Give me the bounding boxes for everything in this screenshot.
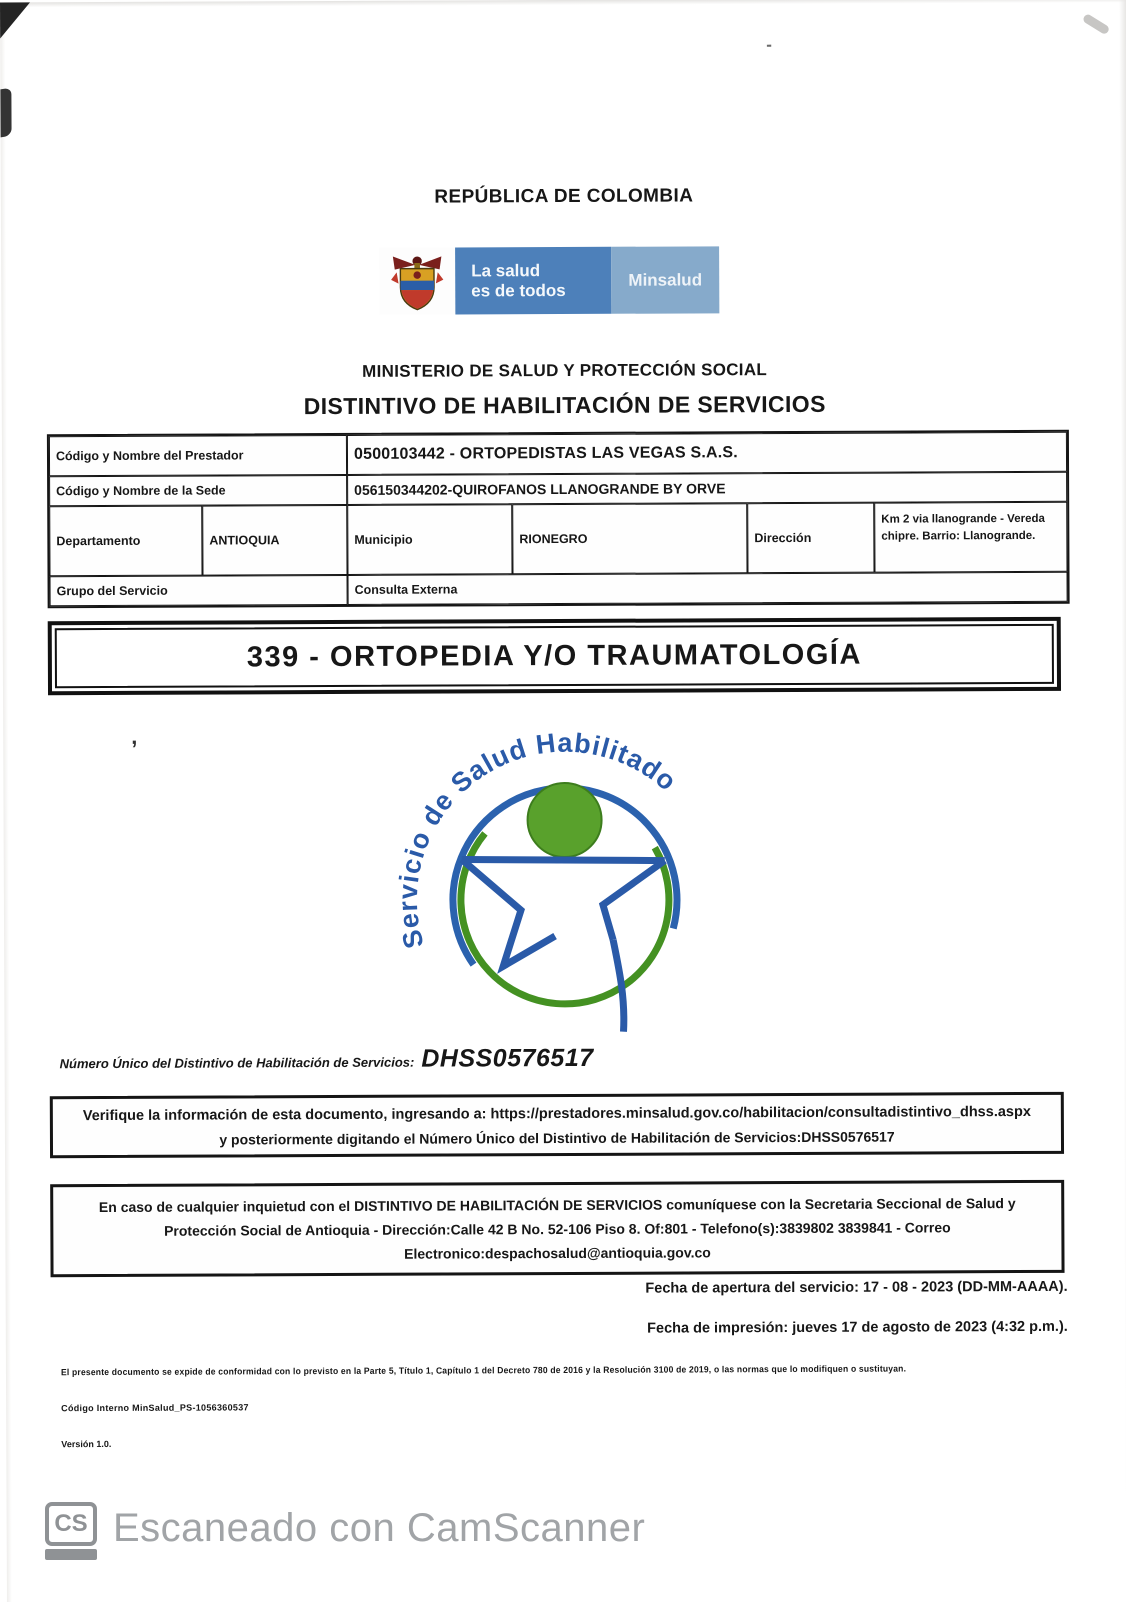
stamp-arc-text: Servicio de Salud Habilitado	[392, 727, 683, 952]
direccion-label: Dirección	[747, 503, 874, 574]
municipio-label: Municipio	[347, 504, 512, 575]
contact-box	[50, 1180, 1064, 1278]
unique-number-value: DHSS0576517	[421, 1043, 594, 1073]
service-banner	[48, 617, 1061, 695]
scan-edge-left	[0, 2, 12, 1602]
scan-edge-top	[0, 0, 1126, 7]
habilitacion-stamp	[386, 707, 743, 1046]
document-title: DISTINTIVO DE HABILITACIÓN DE SERVICIOS	[303, 390, 826, 420]
camscanner-logo-icon	[45, 1502, 97, 1560]
scan-edge-right	[1119, 0, 1126, 1598]
service-banner-text: 339 - ORTOPEDIA Y/O TRAUMATOLOGÍA	[246, 638, 862, 673]
direccion-value: Km 2 via llanogrande - Vereda chipre. Barrio: Llanogrande.	[874, 502, 1067, 573]
departamento-label: Departamento	[49, 506, 202, 577]
ministry-title: MINISTERIO DE SALUD Y PROTECCIÓN SOCIAL	[362, 360, 768, 381]
colombia-coat-of-arms-icon	[379, 247, 455, 314]
stamp-head	[527, 783, 601, 857]
departamento-value: ANTIOQUIA	[202, 505, 347, 576]
logo-tagline-line2: es de todos	[471, 280, 566, 300]
service-banner-inner	[55, 624, 1054, 688]
contact-line3: Electronico:despachosalud@antioquia.gov.co	[404, 1243, 711, 1262]
scan-artifact-smudge	[0, 87, 11, 137]
fecha-impresion: Fecha de impresión: jueves 17 de agosto de 2023 (4:32 p.m.).	[647, 1318, 1068, 1337]
prestador-value: 0500103442 - ORTOPEDISTAS LAS VEGAS S.A.S.	[347, 432, 1067, 475]
sede-value: 056150344202-QUIROFANOS LLANOGRANDE BY ORVE	[347, 472, 1067, 505]
scan-artifact-corner	[0, 2, 30, 38]
internal-code: Código Interno MinSalud_PS-1056360537	[61, 1402, 249, 1414]
logo-tagline-line1: La salud	[471, 261, 541, 281]
unique-number-label: Número Único del Distintivo de Habilitación de Servicios:	[59, 1054, 415, 1072]
prestador-label: Código y Nombre del Prestador	[49, 435, 347, 476]
camscanner-badge-bar	[45, 1549, 97, 1560]
scan-stray-mark: -	[766, 35, 772, 55]
scan-artifact-topright	[1082, 13, 1111, 35]
verification-box	[50, 1092, 1064, 1158]
camscanner-watermark-text: Escaneado con CamScanner	[113, 1506, 646, 1550]
logo-tagline	[455, 247, 611, 315]
fecha-apertura: Fecha de apertura del servicio: 17 - 08 - 2023 (DD-MM-AAAA).	[645, 1278, 1068, 1297]
sede-label: Código y Nombre de la Sede	[49, 475, 347, 506]
camscanner-cs-badge: CS	[45, 1502, 97, 1546]
grupo-servicio-value: Consulta Externa	[348, 572, 1068, 605]
grupo-servicio-label: Grupo del Servicio	[50, 575, 348, 606]
logo-brand: Minsalud	[611, 246, 719, 313]
legal-fine-print: El presente documento se expide de conformidad con lo previsto en la Parte 5, Título 1, Capítulo 1 del Decreto 780 de 2016 y la Resolución 3100 de 2019, o las normas que lo modifiquen o sustituyan.	[60, 1363, 907, 1378]
unique-number-row	[60, 1044, 594, 1075]
provider-info-table	[47, 430, 1070, 608]
contact-line1: En caso de cualquier inquietud con el DISTINTIVO DE HABILITACIÓN DE SERVICIOS comuníquese con la Secretaria Seccional de Salud y	[98, 1195, 1016, 1216]
verification-line1: Verifique la información de esta documento, ingresando a: https://prestadores.minsalud.gov.co/habilitacion/consultadistintivo_dhss.aspx	[82, 1103, 1031, 1125]
stamp-svg	[386, 707, 743, 1041]
version-label: Versión 1.0.	[61, 1438, 112, 1450]
scan-stray-mark: ,	[131, 723, 138, 749]
republic-title: REPÚBLICA DE COLOMBIA	[434, 185, 694, 208]
minsalud-logo	[379, 246, 719, 314]
verification-line2: y posteriormente digitando el Número Único del Distintivo de Habilitación de Servicios:DHSS0576517	[219, 1128, 895, 1148]
coat-of-arms-svg	[389, 251, 445, 311]
contact-line2: Protección Social de Antioquia - Dirección:Calle 42 B No. 52-106 Piso 8. Of:801 - Telefono(s):3839802 3839841 - Correo	[164, 1219, 951, 1239]
municipio-value: RIONEGRO	[512, 503, 747, 574]
